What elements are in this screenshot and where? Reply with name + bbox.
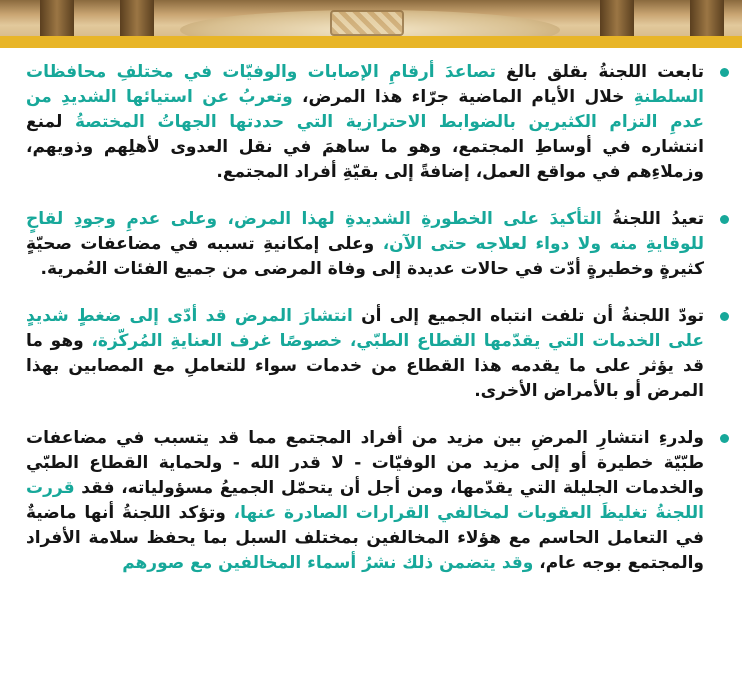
body-text: تابعت اللجنةُ بقلق بالغ	[495, 62, 704, 82]
teal-dot-bullet-icon	[720, 68, 729, 77]
highlighted-text: انتشارَ المرض قد أدّى إلى ضغطٍ شديدٍ على الخدمات التي يقدّمها القطاع الطبّي، خصوصًا غرف العنايةِ المُركّزة،	[26, 306, 704, 351]
statement-body	[26, 60, 726, 598]
highlighted-text: وتعربُ عن استيائها الشديدِ من عدمِ التزام الكثيرين بالضوابط الاحترازية التي حددتها الجهاتُ المختصةُ	[26, 87, 704, 132]
body-text: ولدرءِ انتشارِ المرضِ بين مزيد من أفراد المجتمع مما قد يتسبب في مضاعفات طبّيّة خطيرة أو إلى مزيد من الوفيّات - لا قدر الله - ولحماية القطاع الطبّي والخدمات الجليلة التي يقدّمها، ومن أجل أن يتحمّل الجميعُ مسؤولياته، فقد	[26, 428, 704, 498]
teal-dot-bullet-icon	[720, 312, 729, 321]
bullet-paragraph-2	[26, 207, 726, 282]
bullet-paragraph-4	[26, 426, 726, 576]
highlighted-text: وقد يتضمن ذلك نشرُ أسماء المخالفين مع صورهم	[122, 553, 534, 573]
pillar-left	[40, 0, 74, 36]
pillar-right	[600, 0, 634, 36]
gold-divider-bar	[0, 36, 742, 48]
pillar-left-2	[120, 0, 154, 36]
body-text: تعيدُ اللجنةُ	[601, 209, 704, 229]
bullet-paragraph-3	[26, 304, 726, 404]
teal-dot-bullet-icon	[720, 215, 729, 224]
body-text: خلال الأيام الماضية جرّاء هذا المرض،	[292, 87, 634, 107]
highlighted-text: تصاعدَ أرقامِ الإصابات والوفيّات في مختلفِ محافظات السلطنةِ	[26, 62, 704, 107]
body-text: لمنع انتشاره في أوساطِ المجتمع، وهو ما ساهمَ في نقل العدوى لأهلِهم وذويهم، وزملاءِهم في مواقع العمل، إضافةً إلى بقيّةِ أفراد المجتمع.	[26, 112, 704, 182]
header-photo	[0, 0, 742, 36]
body-text: وعلى إمكانيةِ تسببه في مضاعفات صحيّةٍ كثيرةٍ وخطيرةٍ أدّت في حالات عديدة إلى وفاة المرضى من جميع الفئات العُمرية.	[26, 234, 704, 279]
bullet-paragraph-1	[26, 60, 726, 185]
body-text: وتؤكد اللجنةُ أنها ماضيةٌ في التعامل الحاسم مع هؤلاء المخالفين بمختلف السبل بما يحفظ سلامة الأفراد والمجتمع بوجه عام،	[26, 503, 704, 573]
pillar-right-2	[690, 0, 724, 36]
highlighted-text: التأكيدَ على الخطورةِ الشديدةِ لهذا المرض، وعلى عدمِ وجودِ لقاحٍ للوقايةِ منه ولا دواء لعلاجه حتى الآن،	[26, 209, 704, 254]
floor-medallion	[330, 10, 404, 36]
body-text: تودّ اللجنةُ أن تلفت انتباه الجميع إلى أن	[352, 306, 704, 326]
highlighted-text: قررت اللجنةُ تغليظَ العقوبات لمخالفي القرارات الصادرة عنها،	[26, 478, 705, 523]
teal-dot-bullet-icon	[720, 434, 729, 443]
body-text: وهو ما قد يؤثر على ما يقدمه هذا القطاع من خدمات سواء للتعاملِ مع المصابين بهذا المرض أو بالأمراض الأخرى.	[26, 331, 704, 401]
